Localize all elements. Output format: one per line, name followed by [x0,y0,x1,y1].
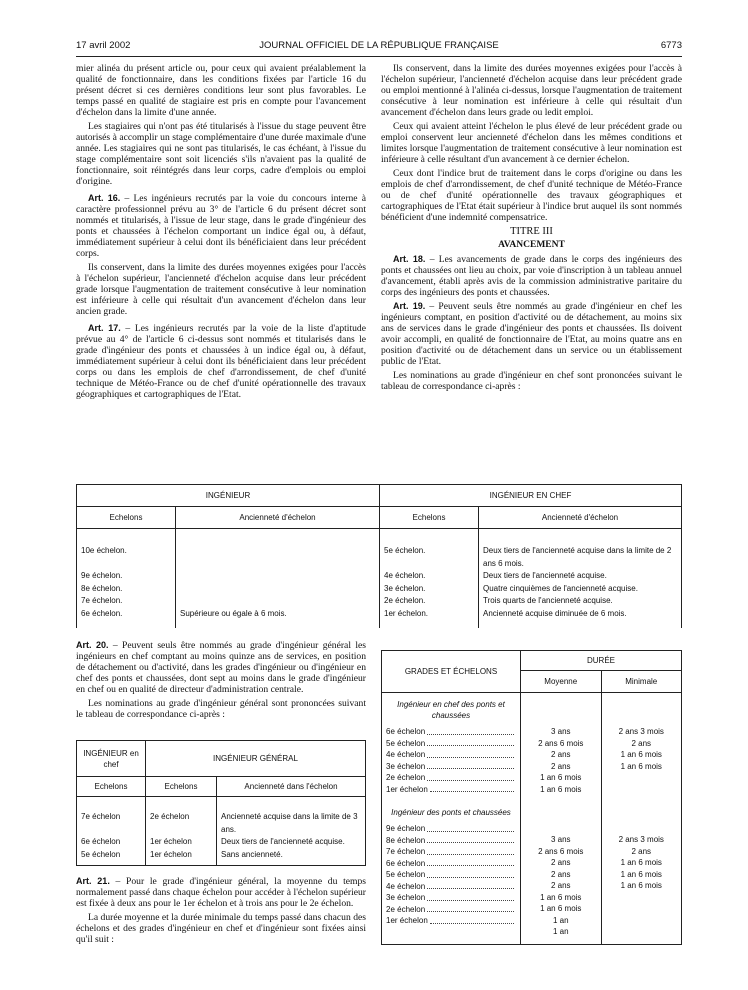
table-cell [479,529,682,629]
table-header: GRADES ET ÉCHELONS [382,651,521,693]
article-text: – Pour le grade d'ingénieur général, la moyenne du temps normalement passé dans chaque échelon pour accéder à l'échelon supérieur est fixée à deux ans pour le 1er échelon et à trois ans pour le 2e échelon. [76,876,366,909]
header-journal-title: JOURNAL OFFICIEL DE LA RÉPUBLIQUE FRANÇAISE [259,40,499,51]
paragraph: Ils conservent, dans la limite des durées moyennes exigées pour l'accès à l'échelon supérieur, l'ancienneté d'échelon acquise dans leur précédent grade ou emploi mentionné à l'alinéa ci-dessus, lorsque l'augmentation de traitement consécutive à leur nomination est inférieure à celle qui résultait d'un avancement d'échelon dans leurs grade ou ledit emploi. [381,63,682,118]
column-header: Minimale [601,671,682,693]
echelon-label: 6e échelon [386,858,426,868]
cell-line: 1 an 6 mois [540,784,582,794]
echelon-label: 4e échelon [386,750,426,759]
list-item [386,823,516,835]
cell-line: 2e échelon [150,812,190,821]
cell-line: 3e échelon. [384,583,426,593]
cell-line: Deux tiers de l'ancienneté acquise dans la limite de 2 ans 6 mois. [483,546,672,568]
cell-line: 1 an 6 mois [540,904,582,913]
article-label: Art. 21. [76,876,110,886]
article-text: – Peuvent seuls être nommés au grade d'ingénieur en chef les ingénieurs comptant, en position d'activité ou de détachement, au moins six ans de services dans le grade d'ingénieur des ponts et chaussées. Ils doivent avoir accompli, en qualité de fonctionnaire de l'Etat, au moins quatre ans en position d'activité ou de détachement dans un service ou un établissement public de l'Etat. [381,301,682,367]
echelon-label: 2e échelon [386,904,426,914]
cell-line: 7e échelon. [81,596,123,605]
cell-line: 10e échelon. [81,546,127,555]
article-20 [76,640,366,695]
paragraph: Ils conservent, dans la limite des durées moyennes exigées pour l'accès à l'échelon supérieur, l'ancienneté d'échelon acquise dans leur précédent grade lorsque l'augmentation de traitement consécutive à leur nomination est inférieure à celle qui résultait d'un avancement d'échelon dans leur ancien grade. [76,262,366,317]
cell-line: 2 ans [631,846,652,856]
cell-line: 5e échelon [81,849,121,859]
table-header: INGÉNIEUR GÉNÉRAL [146,741,366,777]
paragraph: Les nominations au grade d'ingénieur général sont prononcées suivant le tableau de correspondance ci-après : [76,698,366,720]
cell-line [180,583,375,596]
column-header: Ancienneté d'échelon [176,507,380,529]
table-cell [521,693,602,945]
table-cell [77,529,176,629]
list-item [386,915,516,927]
article-label: Art. 18. [393,254,426,264]
cell-line: 1 an 6 mois [540,892,582,902]
column-header: Ancienneté dans l'échelon [217,777,366,797]
table-cell [601,693,682,945]
cell-line: 1 an [552,927,569,936]
cell-line: 2 ans [550,858,571,867]
cell-line: 8e échelon. [81,583,123,593]
article-label: Art. 16. [88,193,121,203]
article-21 [76,876,366,909]
article-label: Art. 20. [76,640,109,650]
article-text: – Les ingénieurs recrutés par la voie de la liste d'aptitude prévue au 4° de l'article 6 ci-dessus sont nommés et titularisés dans le grade d'ingénieur des ponts et chaussées à un indice égal ou, à défaut, immédiatement supérieur à celui dont ils bénéficiaient dans leur précédent corps ou dans les emplois de chef d'arrondissement, de chef d'unité technique de Météo-France ou de chef d'unité opérationnelle des travaux géographiques et cartographiques de l'Etat. [76,323,366,400]
cell-line: 2e échelon. [384,596,426,605]
column-header: Echelons [146,777,217,797]
cell-line [180,595,375,608]
echelon-label: 9e échelon [386,824,426,833]
table-header: INGÉNIEUR [77,485,380,507]
list-item [386,846,516,858]
cell-line: 2 ans 6 mois [538,846,584,856]
paragraph: mier alinéa du présent article ou, pour ceux qui avaient préalablement la qualité de fonctionnaire, dans les conditions fixées par l'article 16 du présent décret si ces dernières conditions leur sont plus favorables. Le temps passé en qualité de stagiaire est pris en compte pour l'avancement d'échelon dans la limite d'une année. [76,63,366,118]
table-cell [217,797,366,866]
cell-line: 7e échelon [81,812,121,821]
cell-line [180,545,375,570]
cell-line: 1er échelon. [384,608,429,618]
cell-line: 1er échelon [150,849,192,859]
header-date: 17 avril 2002 [76,40,131,51]
page-header [76,40,682,54]
cell-line: 9e échelon. [81,571,123,580]
list-item [386,881,516,893]
article-text: – Peuvent seuls être nommés au grade d'ingénieur général les ingénieurs en chef comptant au moins quinze ans de services, en position de détachement ou d'activité, dans les grades d'ingénieur ou d'ingénieur en chef des ponts et chaussées, dont sept au moins dans le grade d'ingénieur en chef ou en qualité de directeur d'administration centrale. [76,640,367,695]
table-cell [380,529,479,629]
echelon-label: 3e échelon [386,761,426,771]
table-cell [77,797,146,866]
list-item [386,738,516,750]
cell-line: 6e échelon. [81,608,123,618]
echelon-label: 5e échelon [386,738,426,748]
paragraph: Ceux dont l'indice brut de traitement dans le corps d'origine ou dans les emplois de chef d'arrondissement, de chef d'unité technique de Météo-France ou de chef d'unité opérationnelle des travaux géographiques et cartographiques de l'Etat était supérieur à l'indice brut auquel ils sont nommés bénéficient d'une indemnité compensatrice. [381,168,682,223]
table-header: DURÉE [521,651,682,671]
paragraph: La durée moyenne et la durée minimale du temps passé dans chacun des échelons et des grades d'ingénieur en chef et d'ingénieur sont fixées ainsi qu'il suit : [76,912,366,945]
cell-line: 1 an 6 mois [620,858,662,867]
paragraph: Ceux qui avaient atteint l'échelon le plus élevé de leur précédent grade ou emploi conservent leur ancienneté d'échelon dans les mêmes conditions et limites lorsque l'augmentation de traitement consécutive à leur nomination est inférieure à celle résultant d'un avancement à ce dernier échelon. [381,121,682,165]
cell-line: 2 ans [550,869,571,879]
list-item [386,869,516,881]
article-label: Art. 17. [88,323,121,333]
cell-line [606,892,678,904]
cell-line: 1 an [552,915,569,925]
paragraph: Les nominations au grade d'ingénieur en chef sont prononcées suivant le tableau de correspondance ci-après : [381,370,682,392]
cell-line: 2 ans 6 mois [538,738,584,748]
cell-line: 2 ans [550,761,571,771]
article-text: – Les avancements de grade dans le corps des ingénieurs des ponts et chaussées ont lieu au choix, par voie d'inscription à un tableau annuel d'avancement, établi après avis de la commission administrative paritaire du corps des ingénieurs des ponts et chaussées. [381,254,682,298]
article-18 [381,254,682,298]
echelon-label: 1er échelon [386,916,428,925]
echelon-label: 8e échelon [386,835,426,845]
cell-line: Sans ancienneté. [221,849,283,859]
cell-line: 2 ans 3 mois [618,727,664,736]
paragraph: Les stagiaires qui n'ont pas été titularisés à l'issue du stage peuvent être autorisés à accomplir un stage complémentaire d'une durée maximale d'une année. Les stagiaires qui ne sont pas titularisés, le cas échéant, à l'issue du stage complémentaire sont soit licenciés s'ils n'avaient pas la qualité de fonctionnaire, soit réintégrés dans leur corps, cadre d'emplois ou emploi d'origine. [76,121,366,187]
table-cell [176,529,380,629]
column-header: Echelons [380,507,479,529]
table-header: INGÉNIEUR en chef [77,741,146,777]
cell-line: Trois quarts de l'ancienneté acquise. [483,596,613,605]
cell-line: 1 an 6 mois [620,869,662,879]
cell-line: 2 ans [631,738,652,748]
echelon-label: 7e échelon [386,847,426,856]
cell-line: 1 an 6 mois [620,881,662,890]
cell-line: 2 ans [550,750,571,759]
cell-line [606,903,678,915]
cell-line [606,926,678,938]
cell-line: 4e échelon. [384,571,426,580]
cell-line: Deux tiers de l'ancienneté acquise. [483,571,607,580]
article-text: – Les ingénieurs recrutés par la voie du concours interne à caractère professionnel prévu au 3° de l'article 6 du présent décret sont nommés et titularisés, à l'issue de leur stage, dans le grade d'ingénieur des ponts et chaussées à l'échelon comportant un indice égal ou, à défaut, immédiatement supérieur à celui dont ils bénéficiaient dans leur précédent corps. [76,193,366,259]
cell-line [606,784,678,796]
column-header: Echelons [77,777,146,797]
cell-line: 2 ans [550,881,571,890]
article-17 [76,323,366,400]
table-header: INGÉNIEUR EN CHEF [380,485,682,507]
lower-left-column-end [76,876,366,948]
correspondence-table-ingenieur-general [76,740,366,866]
cell-line: 1 an 6 mois [540,773,582,782]
correspondence-table-ingenieur-en-chef [76,484,682,628]
cell-line: Ancienneté acquise dans la limite de 3 ans. [221,812,358,834]
echelon-label: 5e échelon [386,870,426,879]
cell-line [606,915,678,927]
list-item [386,858,516,870]
right-column [381,63,682,395]
list-item [386,892,516,904]
column-header: Moyenne [521,671,602,693]
list-item [386,904,516,916]
list-item [386,835,516,847]
left-column [76,63,366,403]
article-label: Art. 19. [393,301,426,311]
article-19 [381,301,682,367]
cell-line: Supérieure ou égale à 6 mois. [180,608,287,618]
table-cell [382,693,521,945]
column-header: Echelons [77,507,176,529]
list-item [386,726,516,738]
cell-line: Ancienneté acquise diminuée de 6 mois. [483,608,627,618]
cell-line: 1er échelon [150,837,192,846]
cell-line: 5e échelon. [384,546,426,555]
list-item [386,772,516,784]
cell-line: 2 ans 3 mois [618,835,664,844]
list-item [386,749,516,761]
cell-line: 1 an 6 mois [620,750,662,759]
table-cell [146,797,217,866]
cell-line: 3 ans [550,835,571,844]
section-title: TITRE III [510,226,553,237]
cell-line: Quatre cinquièmes de l'ancienneté acquise. [483,583,638,593]
echelon-label: 6e échelon [386,727,426,736]
cell-line: 1 an 6 mois [620,761,662,771]
echelon-label: 2e échelon [386,773,426,782]
cell-line: 6e échelon [81,837,121,846]
list-item [386,784,516,796]
column-header: Ancienneté d'échelon [479,507,682,529]
cell-line [606,772,678,784]
group-label: Ingénieur des ponts et chaussées [391,808,511,817]
duree-table [381,650,682,945]
echelon-label: 1er échelon [386,784,428,794]
echelon-label: 3e échelon [386,893,426,902]
cell-line: Deux tiers de l'ancienneté acquise. [221,837,345,846]
list-item [386,761,516,773]
group-label: Ingénieur en chef des ponts et chaussées [397,700,505,720]
article-16 [76,193,366,259]
header-page-number: 6773 [660,40,682,51]
cell-line [180,570,375,583]
header-rule [76,56,682,57]
section-heading: AVANCEMENT [498,240,565,250]
echelon-label: 4e échelon [386,881,426,891]
cell-line: 3 ans [550,727,571,736]
lower-left-column [76,640,366,723]
